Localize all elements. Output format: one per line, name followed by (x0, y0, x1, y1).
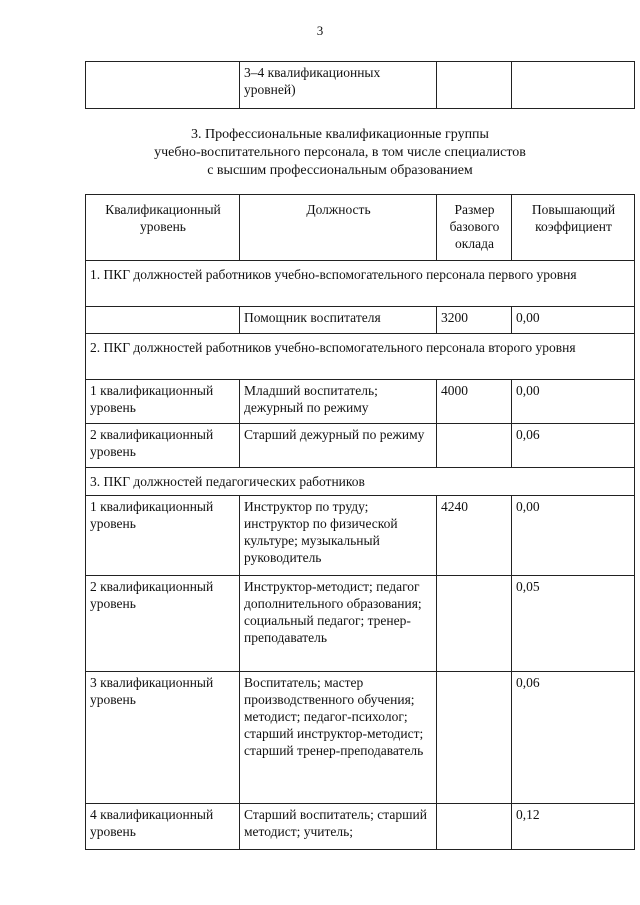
table-cell (437, 62, 512, 109)
column-header-salary: Размер базового оклада (437, 195, 512, 261)
table-row (86, 496, 635, 576)
cell-coefficient: 0,00 (512, 307, 635, 334)
section-title: 3. ПКГ должностей педагогических работников (86, 468, 635, 496)
cell-salary: 3200 (437, 307, 512, 334)
cell-coefficient: 0,00 (512, 496, 635, 576)
cell-level: 1 квалификационный уровень (86, 496, 240, 576)
cell-salary (437, 804, 512, 850)
table-row (86, 62, 635, 109)
table-cell (512, 62, 635, 109)
column-header-level: Квалификационный уровень (86, 195, 240, 261)
cell-position: Инструктор по труду; инструктор по физической культуре; музыкальный руководитель (240, 496, 437, 576)
table-row (86, 307, 635, 334)
cell-level: 2 квалификационный уровень (86, 576, 240, 672)
cell-level: 3 квалификационный уровень (86, 672, 240, 804)
column-header-position: Должность (240, 195, 437, 261)
cell-level: 1 квалификационный уровень (86, 380, 240, 424)
cell-salary (437, 576, 512, 672)
table-header-row (86, 195, 635, 261)
cell-coefficient: 0,05 (512, 576, 635, 672)
table-row (86, 576, 635, 672)
table-row (86, 380, 635, 424)
cell-position: Старший воспитатель; старший методист; учитель; (240, 804, 437, 850)
page-number: 3 (316, 23, 324, 38)
cell-level (86, 307, 240, 334)
cell-position: Инструктор-методист; педагог дополнительного образования; социальный педагог; тренер-преподаватель (240, 576, 437, 672)
table-cell (86, 62, 240, 109)
cell-position: Помощник воспитателя (240, 307, 437, 334)
table-row (86, 804, 635, 850)
cell-salary (437, 424, 512, 468)
section-title: 2. ПКГ должностей работников учебно-вспомогательного персонала второго уровня (86, 334, 635, 380)
cell-coefficient: 0,06 (512, 424, 635, 468)
table-row (86, 424, 635, 468)
heading-line: с высшим профессиональным образованием (207, 163, 473, 178)
cell-coefficient: 0,12 (512, 804, 635, 850)
cell-level: 4 квалификационный уровень (86, 804, 240, 850)
section-row (86, 261, 635, 307)
table-row (86, 672, 635, 804)
cell-level: 2 квалификационный уровень (86, 424, 240, 468)
cell-position: Младший воспитатель; дежурный по режиму (240, 380, 437, 424)
cell-position: Воспитатель; мастер производственного обучения; методист; педагог-психолог; старший инструктор-методист; старший тренер-преподаватель (240, 672, 437, 804)
cell-salary (437, 672, 512, 804)
continued-table-fragment (85, 61, 635, 109)
heading-line: 3. Профессиональные квалификационные группы (191, 127, 489, 142)
cell-salary: 4240 (437, 496, 512, 576)
cell-salary: 4000 (437, 380, 512, 424)
cell-coefficient: 0,00 (512, 380, 635, 424)
cell-position: Старший дежурный по режиму (240, 424, 437, 468)
table-cell: 3–4 квалификационных уровней) (240, 62, 437, 109)
column-header-coefficient: Повышающий коэффициент (512, 195, 635, 261)
section-heading (100, 126, 580, 180)
section-row (86, 468, 635, 496)
heading-line: учебно-воспитательного персонала, в том числе специалистов (154, 145, 526, 160)
section-row (86, 334, 635, 380)
section-title: 1. ПКГ должностей работников учебно-вспомогательного персонала первого уровня (86, 261, 635, 307)
qualification-groups-table (85, 194, 635, 850)
cell-coefficient: 0,06 (512, 672, 635, 804)
